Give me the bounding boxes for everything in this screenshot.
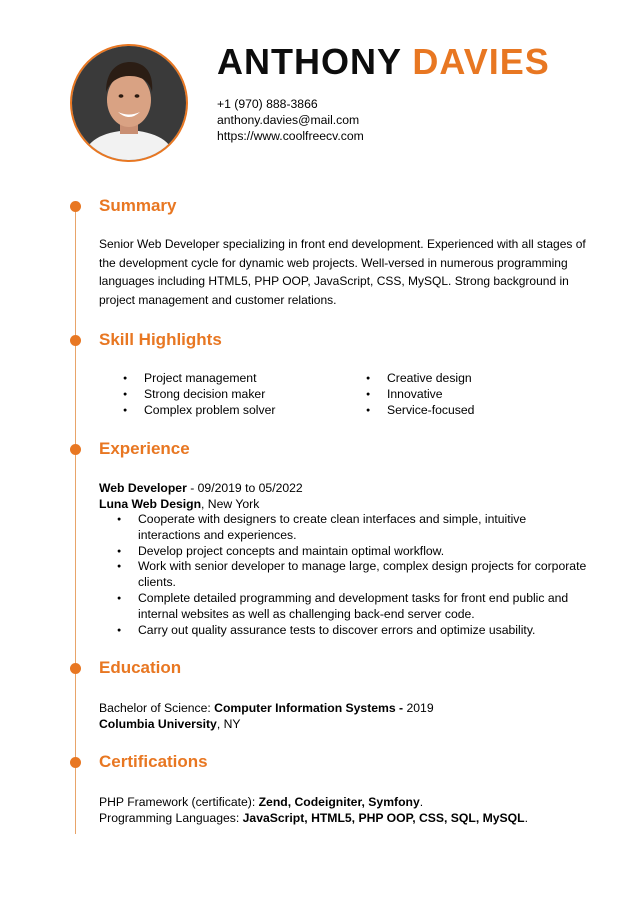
skill-item: ● Innovative (366, 387, 474, 403)
company-location: , New York (201, 496, 260, 511)
school-location: , NY (216, 716, 241, 731)
first-name: ANTHONY (217, 41, 402, 82)
company-name: Luna Web Design (99, 496, 202, 511)
certification-period: . (419, 795, 424, 809)
experience-bullet: ● Work with senior developer to manage large, complex design projects for corporate clients. (117, 559, 587, 591)
last-name: DAVIES (412, 41, 550, 82)
job-title-line (99, 481, 303, 497)
certification-value: Zend, Codeigniter, Symfony (258, 795, 420, 809)
education-heading: Education (99, 658, 182, 677)
summary-timeline-dot (70, 201, 81, 212)
job-header (99, 481, 303, 513)
skill-item: ● Service-focused (366, 403, 474, 419)
experience-bullet: ● Complete detailed programming and development tasks for front end public and internal websites as well as challenging back-end server code. (117, 591, 587, 623)
certifications-heading: Certifications (99, 752, 208, 771)
certification-period: . (524, 810, 529, 825)
profile-photo (70, 44, 188, 162)
skill-item: ● Strong decision maker (123, 387, 275, 403)
school-name: Columbia University (99, 716, 217, 731)
school-line (99, 717, 434, 733)
certification-label: PHP Framework (certificate): (99, 795, 259, 809)
experience-heading: Experience (99, 439, 190, 458)
experience-bullet: ● Cooperate with designers to create clean interfaces and simple, intuitive interactions and experiences. (117, 512, 587, 544)
experience-bullet: ● Develop project concepts and maintain optimal workflow. (117, 544, 587, 560)
degree: Bachelor of Science: (99, 701, 215, 715)
skill-item: ● Project management (123, 371, 275, 387)
profile-photo-image (72, 46, 186, 160)
company-line (99, 497, 303, 513)
candidate-name (217, 42, 550, 82)
experience-timeline-dot (70, 444, 81, 455)
summary-text: Senior Web Developer specializing in front end development. Experienced with all stages of the development cycle for dynamic web projects. Well-versed in numerous programming languages including HTML5, PHP OOP, JavaScript, CSS, MySQL. Strong background in project management and customer relations. (99, 237, 586, 307)
job-dates: - 09/2019 to 05/2022 (186, 481, 303, 495)
summary-heading: Summary (99, 196, 177, 215)
education-entry (99, 701, 434, 733)
skills-list-left (123, 371, 275, 418)
contact-info (217, 96, 364, 144)
certification-label: Programming Languages: (99, 810, 243, 825)
website-link[interactable]: https://www.coolfreecv.com (217, 129, 364, 143)
skill-item: ● Complex problem solver (123, 403, 275, 419)
certifications-entry (99, 795, 528, 827)
skills-list-right (366, 371, 474, 418)
timeline-line (75, 206, 76, 834)
email-address[interactable]: anthony.davies@mail.com (217, 113, 360, 127)
experience-bullet: ● Carry out quality assurance tests to discover errors and optimize usability. (117, 623, 587, 639)
phone-number: +1 (970) 888-3866 (217, 97, 318, 111)
skill-item: ● Creative design (366, 371, 474, 387)
skills-heading: Skill Highlights (99, 330, 222, 349)
job-title: Web Developer (99, 481, 187, 495)
degree-field: Computer Information Systems - (214, 701, 404, 715)
skills-timeline-dot (70, 335, 81, 346)
certification-line (99, 811, 528, 827)
education-timeline-dot (70, 663, 81, 674)
degree-line (99, 701, 434, 717)
graduation-year: 2019 (403, 701, 434, 715)
certification-line (99, 795, 528, 811)
certifications-timeline-dot (70, 757, 81, 768)
certification-value: JavaScript, HTML5, PHP OOP, CSS, SQL, MySQL (242, 810, 525, 825)
experience-bullets (117, 512, 587, 638)
